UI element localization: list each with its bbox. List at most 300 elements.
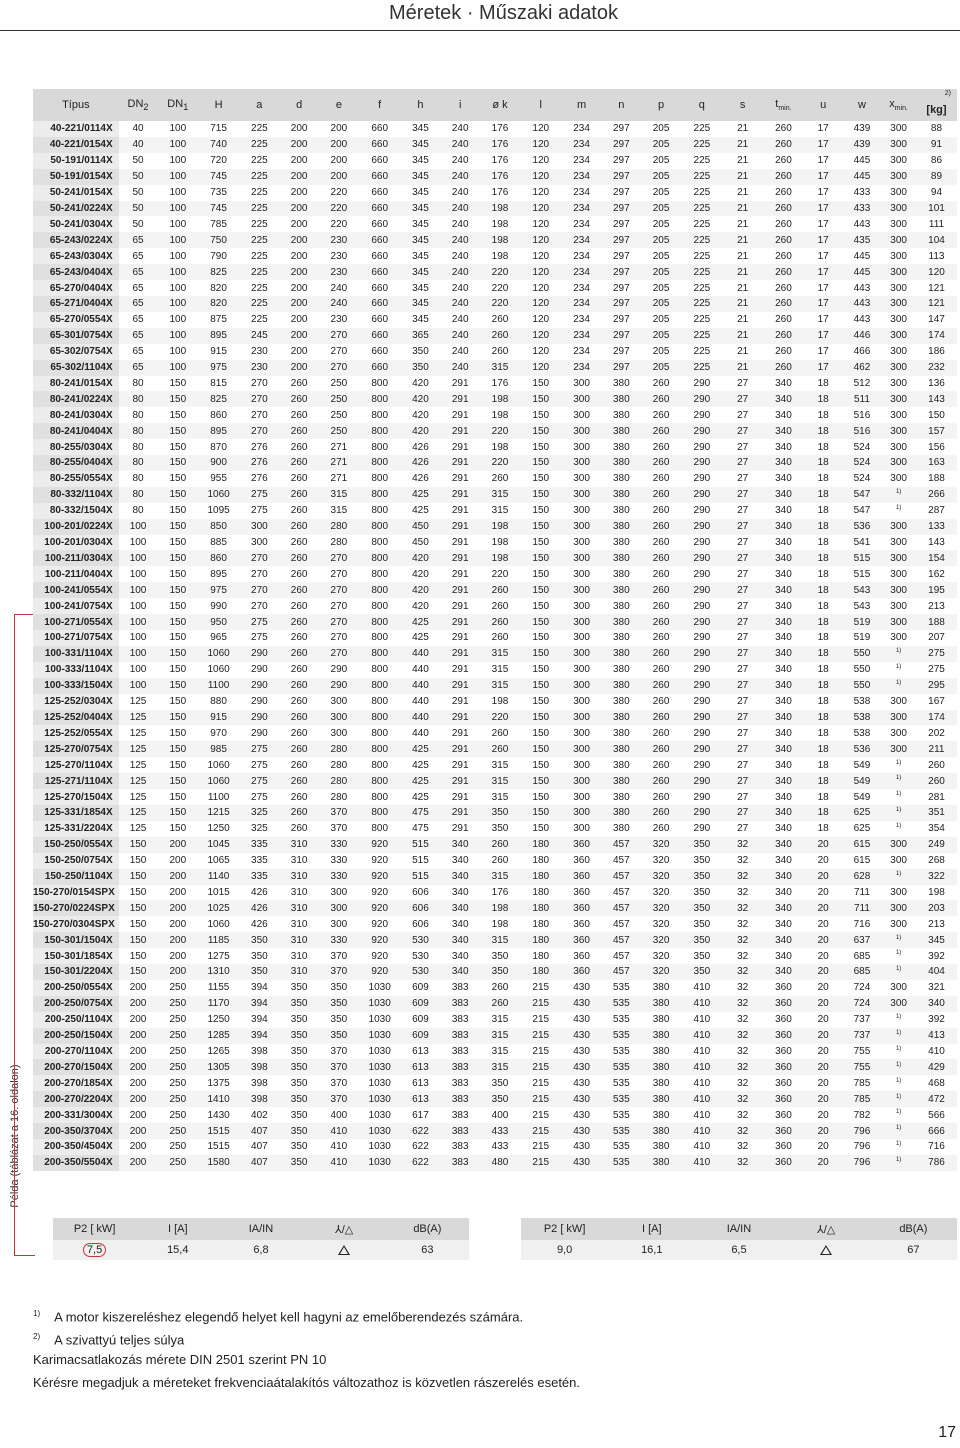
value-cell: 125 <box>129 727 147 739</box>
value-cell: 291 <box>451 632 469 644</box>
value-cell: 150 <box>532 409 550 421</box>
value-cell: 276 <box>239 455 280 471</box>
value-cell: 225 <box>251 155 268 167</box>
value-cell: 380 <box>602 741 641 757</box>
value-cell: 260 <box>641 805 682 821</box>
value-cell: 100 <box>157 296 198 312</box>
value-cell: 125 <box>119 710 158 726</box>
value-cell: 516 <box>843 423 882 439</box>
table-row <box>33 153 957 169</box>
value-cell: 340 <box>775 600 792 612</box>
value-cell: 549 <box>843 773 882 789</box>
value-cell: 291 <box>441 582 480 598</box>
value-cell: 225 <box>251 282 268 294</box>
value-cell: 613 <box>400 1059 441 1075</box>
value-cell: 275 <box>239 741 280 757</box>
value-cell: 17 <box>804 360 843 376</box>
value-cell: 535 <box>612 1109 630 1121</box>
value-cell: 350 <box>280 1028 319 1044</box>
value-cell: 711 <box>853 886 870 898</box>
value-cell: 27 <box>722 550 763 566</box>
value-cell: 380 <box>612 409 630 421</box>
pump-type-cell: 150-250/1104X <box>33 869 119 885</box>
value-cell: 20 <box>804 996 843 1012</box>
value-cell: 300 <box>881 232 916 248</box>
value-cell: 18 <box>804 741 843 757</box>
value-cell: 800 <box>371 759 389 771</box>
value-cell: 225 <box>693 346 711 358</box>
value-cell: 300 <box>881 296 916 312</box>
value-cell: 17 <box>817 314 829 326</box>
value-cell: 260 <box>652 473 670 485</box>
value-cell: 291 <box>441 773 480 789</box>
value-cell: 198 <box>491 696 509 708</box>
value-cell: 660 <box>359 264 400 280</box>
value-cell: 176 <box>491 123 509 135</box>
pump-type-cell: 65-243/0304X <box>33 248 119 264</box>
value-cell: 150 <box>157 519 198 535</box>
value-cell: 297 <box>602 264 641 280</box>
value-cell: 800 <box>371 505 389 517</box>
value-cell: 220 <box>319 201 360 217</box>
value-cell: 515 <box>400 869 441 885</box>
value-cell: 380 <box>602 391 641 407</box>
value-cell: 549 <box>853 791 871 803</box>
value-cell: 100 <box>119 550 158 566</box>
value-cell: 260 <box>652 409 670 421</box>
value-cell: 250 <box>169 1046 187 1058</box>
table-row <box>33 137 957 153</box>
value-cell: 291 <box>451 600 469 612</box>
value-cell: 18 <box>804 487 843 503</box>
value-cell: 350 <box>280 1123 319 1139</box>
value-cell: 234 <box>561 201 602 217</box>
value-cell: 350 <box>681 869 722 885</box>
value-cell: 800 <box>371 441 389 453</box>
value-cell: 315 <box>480 773 521 789</box>
value-cell: 260 <box>491 727 509 739</box>
page-title: Méretek · Műszaki adatok <box>389 2 618 24</box>
pump-type-cell: 65-301/0754X <box>33 328 119 344</box>
value-cell: 300 <box>890 537 907 549</box>
value-cell: 150 <box>520 582 561 598</box>
value-cell: 260 <box>775 282 792 294</box>
value-cell: 156 <box>928 441 945 453</box>
value-cell: 198 <box>928 886 945 898</box>
pump-type-cell: 100-271/0554X <box>33 614 119 630</box>
value-cell: 290 <box>693 600 711 612</box>
value-cell: 150 <box>532 568 550 580</box>
value-cell: 800 <box>359 710 400 726</box>
value-cell: 755 <box>853 1046 871 1058</box>
value-cell: 150 <box>157 614 198 630</box>
value-cell: 21 <box>722 232 763 248</box>
value-cell: 315 <box>480 932 521 948</box>
value-cell: 660 <box>371 282 389 294</box>
value-cell: 100 <box>169 123 187 135</box>
value-cell: 275 <box>239 614 280 630</box>
pump-type-cell: 50-241/0304X <box>33 216 119 232</box>
value-cell: 426 <box>412 473 429 485</box>
value-cell: 800 <box>359 805 400 821</box>
value-cell: 65 <box>132 282 144 294</box>
value-cell: 300 <box>573 823 590 835</box>
value-cell: 291 <box>451 505 469 517</box>
value-cell: 340 <box>763 932 804 948</box>
value-cell: 300 <box>561 741 602 757</box>
table-row <box>33 710 957 726</box>
table-row <box>33 948 957 964</box>
value-cell: 1) <box>895 1014 902 1021</box>
value-cell: 200 <box>290 314 308 326</box>
value-cell: 27 <box>722 741 763 757</box>
value-cell: 260 <box>491 314 509 326</box>
pump-type-cell: 125-331/1854X <box>33 805 119 821</box>
value-cell: 275 <box>251 632 268 644</box>
value-cell: 340 <box>775 855 792 867</box>
value-cell: 300 <box>890 314 907 326</box>
value-cell: 157 <box>916 423 957 439</box>
value-cell: 345 <box>412 250 429 262</box>
value-cell: 100 <box>129 664 147 676</box>
value-cell: 32 <box>737 1014 749 1026</box>
value-cell: 475 <box>400 805 441 821</box>
value-cell: 120 <box>520 232 561 248</box>
value-cell: 628 <box>843 869 882 885</box>
value-cell: 21 <box>737 123 749 135</box>
value-cell: 915 <box>198 710 239 726</box>
value-cell: 410 <box>319 1155 360 1171</box>
value-cell: 234 <box>573 346 590 358</box>
table-row <box>33 1075 957 1091</box>
value-cell: 234 <box>561 328 602 344</box>
value-cell: 260 <box>652 377 670 389</box>
value-cell: 100 <box>157 232 198 248</box>
value-cell: 340 <box>441 932 480 948</box>
value-cell: 433 <box>480 1123 521 1139</box>
value-cell: 260 <box>652 727 670 739</box>
value-cell: 17 <box>817 282 829 294</box>
value-cell: 100 <box>157 201 198 217</box>
pump-type-cell: 80-241/0304X <box>33 407 119 423</box>
value-cell: 260 <box>280 423 319 439</box>
value-cell: 200 <box>280 169 319 185</box>
value-cell: 180 <box>532 950 550 962</box>
value-cell: 300 <box>330 886 348 898</box>
value-cell: 125 <box>119 805 158 821</box>
value-cell: 300 <box>573 377 590 389</box>
value-cell: 1095 <box>207 505 230 517</box>
value-cell: 220 <box>330 218 348 230</box>
value-cell: 176 <box>491 886 509 898</box>
value-cell: 800 <box>359 773 400 789</box>
value-cell: 297 <box>602 201 641 217</box>
table-row <box>33 598 957 614</box>
value-cell: 380 <box>612 791 630 803</box>
value-cell: 27 <box>737 505 749 517</box>
table-row <box>33 853 957 869</box>
value-cell: 340 <box>775 918 792 930</box>
value-cell: 975 <box>198 582 239 598</box>
value-cell: 340 <box>775 696 792 708</box>
value-cell: 1) <box>881 1091 916 1107</box>
value-cell: 1) <box>881 1155 916 1171</box>
value-cell: 18 <box>817 441 829 453</box>
value-cell: 511 <box>843 391 882 407</box>
value-cell: 350 <box>239 964 280 980</box>
table-row <box>33 1059 957 1075</box>
value-cell: 18 <box>804 805 843 821</box>
value-cell: 270 <box>251 568 268 580</box>
value-cell: 125 <box>129 759 147 771</box>
value-cell: 203 <box>916 900 957 916</box>
value-cell: 985 <box>198 741 239 757</box>
value-cell: 260 <box>280 455 319 471</box>
value-cell: 290 <box>239 710 280 726</box>
value-cell: 150 <box>169 823 187 835</box>
value-cell: 300 <box>890 250 907 262</box>
value-cell: 150 <box>169 791 187 803</box>
value-cell: 1065 <box>207 855 230 867</box>
value-cell: 21 <box>722 201 763 217</box>
value-cell: 300 <box>251 537 268 549</box>
value-cell: 100 <box>129 537 147 549</box>
value-cell: 340 <box>441 869 480 885</box>
value-cell: 785 <box>210 218 227 230</box>
value-cell: 290 <box>693 727 711 739</box>
value-cell: 524 <box>843 455 882 471</box>
value-cell: 100 <box>169 155 187 167</box>
value-cell: 1060 <box>198 487 239 503</box>
value-cell: 297 <box>602 360 641 376</box>
value-cell: 32 <box>737 1141 749 1153</box>
value-cell: 150 <box>169 505 187 517</box>
value-cell: 260 <box>290 409 308 421</box>
value-cell: 27 <box>737 568 749 580</box>
value-cell: 225 <box>693 123 711 135</box>
value-cell: 260 <box>652 664 670 676</box>
value-cell: 150 <box>119 932 158 948</box>
value-cell: 287 <box>928 505 945 517</box>
value-cell: 300 <box>573 759 590 771</box>
value-cell: 425 <box>412 759 429 771</box>
value-cell: 121 <box>928 282 945 294</box>
table-row <box>33 1155 957 1171</box>
value-cell: 660 <box>371 314 389 326</box>
value-cell: 80 <box>119 391 158 407</box>
value-cell: 315 <box>491 664 509 676</box>
value-cell: 800 <box>371 632 389 644</box>
value-cell: 457 <box>612 855 630 867</box>
value-cell: 350 <box>319 996 360 1012</box>
value-cell: 200 <box>157 837 198 853</box>
table-row <box>33 503 957 519</box>
value-cell: 150 <box>157 710 198 726</box>
value-cell: 65 <box>119 232 158 248</box>
value-cell: 200 <box>119 1059 158 1075</box>
value-cell: 350 <box>693 918 711 930</box>
value-cell: 150 <box>129 950 147 962</box>
value-cell: 1) <box>895 950 902 957</box>
motor-column-header: IA/IN <box>219 1218 302 1240</box>
column-header: 2) [kg] <box>916 89 957 121</box>
value-cell: 380 <box>652 1046 670 1058</box>
value-cell: 440 <box>412 727 429 739</box>
value-cell: 205 <box>641 296 682 312</box>
value-cell: 350 <box>280 1059 319 1075</box>
motor-column-header: dB(A) <box>870 1218 957 1240</box>
value-cell: 200 <box>157 869 198 885</box>
value-cell: 270 <box>319 550 360 566</box>
value-cell: 200 <box>280 360 319 376</box>
value-cell: 270 <box>251 377 268 389</box>
value-cell: 260 <box>480 328 521 344</box>
value-cell: 104 <box>916 232 957 248</box>
motor-value-cell <box>783 1240 870 1260</box>
pump-type-cell: 200-270/1504X <box>33 1059 119 1075</box>
value-cell: 335 <box>239 869 280 885</box>
value-cell: 524 <box>853 473 871 485</box>
value-cell: 260 <box>491 632 509 644</box>
value-cell: 198 <box>491 409 509 421</box>
value-cell: 125 <box>129 696 147 708</box>
value-cell: 310 <box>280 869 319 885</box>
value-cell: 340 <box>775 537 792 549</box>
value-cell: 40 <box>119 137 158 153</box>
value-cell: 250 <box>157 1123 198 1139</box>
value-cell: 150 <box>169 473 187 485</box>
value-cell: 660 <box>371 346 389 358</box>
pump-type-cell: 150-270/0154SPX <box>33 885 119 901</box>
value-cell: 27 <box>737 664 749 676</box>
value-cell: 515 <box>843 550 882 566</box>
value-cell: 1305 <box>198 1059 239 1075</box>
value-cell: 240 <box>319 296 360 312</box>
value-cell: 609 <box>400 1028 441 1044</box>
value-cell: 180 <box>520 900 561 916</box>
value-cell: 300 <box>890 346 907 358</box>
value-cell: 380 <box>612 600 630 612</box>
value-cell: 800 <box>359 741 400 757</box>
value-cell: 18 <box>804 455 843 471</box>
table-row <box>33 869 957 885</box>
value-cell: 275 <box>916 646 957 662</box>
value-cell: 300 <box>881 264 916 280</box>
value-cell: 225 <box>239 296 280 312</box>
value-cell: 120 <box>520 328 561 344</box>
value-cell: 240 <box>451 282 469 294</box>
pump-type-cell: 125-270/1104X <box>33 757 119 773</box>
pump-type-cell: 150-270/0224SPX <box>33 900 119 916</box>
value-cell: 472 <box>916 1091 957 1107</box>
value-cell: 180 <box>532 886 550 898</box>
value-cell: 350 <box>491 1077 509 1089</box>
value-cell: 516 <box>853 409 871 421</box>
value-cell: 315 <box>491 1046 509 1058</box>
value-cell: 150 <box>532 505 550 517</box>
value-cell: 786 <box>916 1155 957 1171</box>
value-cell: 215 <box>520 1123 561 1139</box>
value-cell: 260 <box>641 582 682 598</box>
value-cell: 660 <box>371 155 389 167</box>
value-cell: 1185 <box>198 932 239 948</box>
value-cell: 50 <box>132 218 144 230</box>
value-cell: 297 <box>602 137 641 153</box>
value-cell: 260 <box>491 473 509 485</box>
value-cell: 519 <box>843 614 882 630</box>
value-cell: 215 <box>520 996 561 1012</box>
value-cell: 276 <box>251 441 268 453</box>
value-cell: 276 <box>251 473 268 485</box>
value-cell: 50 <box>119 169 158 185</box>
value-cell: 290 <box>239 678 280 694</box>
value-cell: 20 <box>817 950 829 962</box>
value-cell: 220 <box>480 423 521 439</box>
value-cell: 340 <box>775 377 792 389</box>
value-cell: 200 <box>169 886 187 898</box>
value-cell: 20 <box>804 1028 843 1044</box>
value-cell: 380 <box>602 519 641 535</box>
value-cell: 260 <box>763 296 804 312</box>
pump-type-cell: 200-350/5504X <box>33 1155 119 1171</box>
value-cell: 1) <box>881 487 916 503</box>
value-cell: 315 <box>491 791 509 803</box>
value-cell: 1030 <box>359 1091 400 1107</box>
value-cell: 383 <box>441 996 480 1012</box>
value-cell: 300 <box>573 600 590 612</box>
value-cell: 270 <box>239 550 280 566</box>
value-cell: 716 <box>853 918 871 930</box>
pump-type-cell: 100-201/0224X <box>33 519 119 535</box>
value-cell: 383 <box>451 1014 469 1026</box>
value-cell: 1155 <box>207 982 230 994</box>
value-cell: 150 <box>157 455 198 471</box>
value-cell: 225 <box>251 218 268 230</box>
value-cell: 1030 <box>359 1155 400 1171</box>
value-cell: 425 <box>412 505 429 517</box>
value-cell: 20 <box>817 1046 829 1058</box>
value-cell: 360 <box>561 900 602 916</box>
value-cell: 150 <box>119 900 158 916</box>
value-cell: 383 <box>441 1059 480 1075</box>
value-cell: 445 <box>853 155 871 167</box>
value-cell: 65 <box>119 328 158 344</box>
value-cell: 535 <box>612 1141 630 1153</box>
value-cell: 270 <box>239 391 280 407</box>
value-cell: 260 <box>280 741 319 757</box>
value-cell: 21 <box>737 250 749 262</box>
table-row <box>33 837 957 853</box>
value-cell: 360 <box>573 918 590 930</box>
value-cell: 383 <box>451 1046 469 1058</box>
value-cell: 270 <box>239 423 280 439</box>
value-cell: 737 <box>853 1014 871 1026</box>
value-cell: 350 <box>681 932 722 948</box>
value-cell: 870 <box>210 441 227 453</box>
value-cell: 1030 <box>368 1077 391 1089</box>
value-cell: 543 <box>853 600 871 612</box>
value-cell: 340 <box>763 710 804 726</box>
value-cell: 240 <box>441 201 480 217</box>
value-cell: 260 <box>775 250 792 262</box>
value-cell: 1430 <box>207 1109 230 1121</box>
value-cell: 300 <box>573 473 590 485</box>
value-cell: 230 <box>319 264 360 280</box>
value-cell: 398 <box>251 1077 268 1089</box>
value-cell: 750 <box>198 232 239 248</box>
value-cell: 198 <box>491 537 509 549</box>
table-row <box>33 535 957 551</box>
